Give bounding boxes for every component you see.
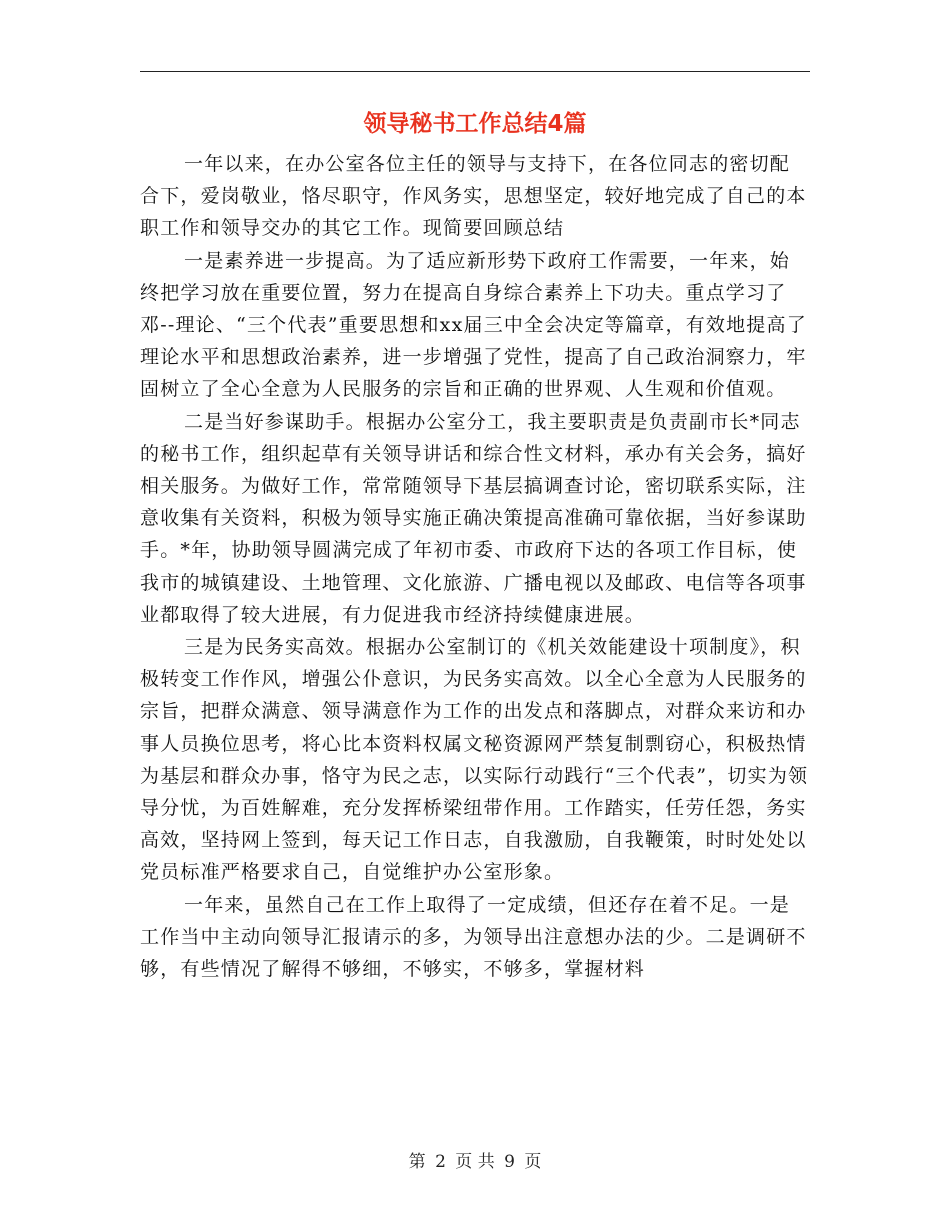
paragraph-advisor: 二是当好参谋助手。根据办公室分工，我主要职责是负责副市长*同志的秘书工作，组织起草有关领导讲话和综合性文材料，承办有关会务，搞好相关服务。为做好工作，常常随领导下基层搞调查讨论，密切联系实际，注意收集有关资料，积极为领导实施正确决策提高准确可靠依据，当好参谋助手。*年，协助领导圆满完成了年初市委、市政府下达的各项工作目标，使我市的城镇建设、土地管理、文化旅游、广播电视以及邮政、电信等各项事业都取得了较大进展，有力促进我市经济持续健康进展。 <box>140 410 807 626</box>
footer-prefix: 第 <box>408 1152 426 1172</box>
paragraph-shortcomings: 一年来，虽然自己在工作上取得了一定成绩，但还存在着不足。一是工作当中主动向领导汇报请示的多，为领导出注意想办法的少。二是调研不够，有些情况了解得不够细，不够实，不够多，掌握材料 <box>140 893 807 981</box>
footer-current-page: 2 <box>435 1152 446 1172</box>
footer-mid: 页 共 <box>455 1152 495 1172</box>
page-footer <box>0 1150 950 1174</box>
footer-suffix: 页 <box>524 1152 542 1172</box>
paragraph-efficiency: 三是为民务实高效。根据办公室制订的《机关效能建设十项制度》，积极转变工作作风，增强公仆意识，为民务实高效。以全心全意为人民服务的宗旨，把群众满意、领导满意作为工作的出发点和落脚点，对群众来访和办事人员换位思考，将心比本资料权属文秘资源网严禁复制剽窃心，积极热情为基层和群众办事，恪守为民之志，以实际行动践行“三个代表”，切实为领导分忧，为百姓解难，充分发挥桥梁纽带作用。工作踏实，任劳任怨，务实高效，坚持网上签到，每天记工作日志，自我激励，自我鞭策，时时处处以党员标准严格要求自己，自觉维护办公室形象。 <box>140 636 809 884</box>
document-title: 领导秘书工作总结4篇 <box>363 111 587 137</box>
paragraph-quality: 一是素养进一步提高。为了适应新形势下政府工作需要，一年来，始终把学习放在重要位置，努力在提高自身综合素养上下功夫。重点学习了邓--理论、“三个代表”重要思想和xx届三中全会决定等篇章，有效地提高了理论水平和思想政治素养，进一步增强了党性，提高了自己政治洞察力，牢固树立了全心全意为人民服务的宗旨和正确的世界观、人生观和价值观。 <box>140 249 807 401</box>
document-body <box>140 148 810 985</box>
footer-total-pages: 9 <box>504 1152 515 1172</box>
paragraph-intro: 一年以来，在办公室各位主任的领导与支持下，在各位同志的密切配合下，爱岗敬业，恪尽职守，作风务实，思想坚定，较好地完成了自己的本职工作和领导交办的其它工作。现简要回顾总结 <box>140 153 807 240</box>
header-rule <box>140 71 810 72</box>
